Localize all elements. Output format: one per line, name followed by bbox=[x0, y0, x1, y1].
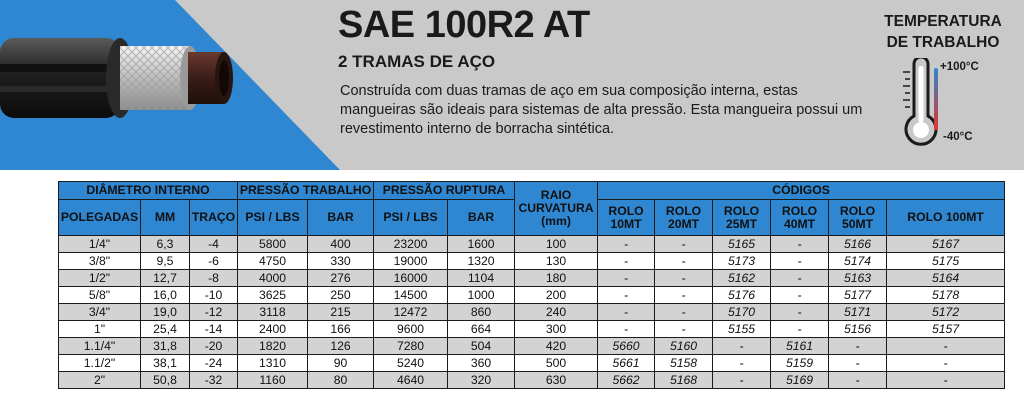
cell-traco: -32 bbox=[190, 372, 238, 389]
product-title: SAE 100R2 AT bbox=[338, 4, 590, 46]
cell-rolo-10mt: - bbox=[598, 287, 655, 304]
table-row bbox=[59, 355, 1005, 372]
cell-rolo-100mt: 5167 bbox=[887, 236, 1005, 253]
cell-rolo-10mt: 5662 bbox=[598, 372, 655, 389]
cell-ruptura-bar: 320 bbox=[448, 372, 515, 389]
cell-rolo-20mt: - bbox=[655, 287, 713, 304]
cell-ruptura-bar: 664 bbox=[448, 321, 515, 338]
cell-rolo-100mt: - bbox=[887, 355, 1005, 372]
cell-mm: 6,3 bbox=[141, 236, 190, 253]
cell-rolo-25mt: 5162 bbox=[713, 270, 771, 287]
cell-polegadas: 3/4" bbox=[59, 304, 141, 321]
cell-rolo-25mt: 5176 bbox=[713, 287, 771, 304]
cell-raio: 300 bbox=[515, 321, 598, 338]
specifications-table bbox=[58, 181, 1005, 389]
cell-rolo-50mt: 5171 bbox=[829, 304, 887, 321]
cell-rolo-50mt: - bbox=[829, 355, 887, 372]
cell-polegadas: 5/8" bbox=[59, 287, 141, 304]
cell-rolo-50mt: - bbox=[829, 372, 887, 389]
cell-polegadas: 2" bbox=[59, 372, 141, 389]
cell-ruptura-bar: 504 bbox=[448, 338, 515, 355]
cell-ruptura-bar: 1320 bbox=[448, 253, 515, 270]
cell-traco: -20 bbox=[190, 338, 238, 355]
cell-trabalho-bar: 276 bbox=[308, 270, 374, 287]
cell-ruptura-bar: 860 bbox=[448, 304, 515, 321]
cell-trabalho-psi: 4000 bbox=[238, 270, 308, 287]
column-header-rolo-25mt: ROLO 25MT bbox=[713, 200, 771, 236]
column-header-traco: TRAÇO bbox=[190, 200, 238, 236]
cell-polegadas: 1" bbox=[59, 321, 141, 338]
cell-polegadas: 1.1/2" bbox=[59, 355, 141, 372]
cell-rolo-100mt: - bbox=[887, 338, 1005, 355]
cell-rolo-100mt: - bbox=[887, 372, 1005, 389]
cell-rolo-25mt: 5165 bbox=[713, 236, 771, 253]
cell-mm: 16,0 bbox=[141, 287, 190, 304]
cell-rolo-10mt: 5660 bbox=[598, 338, 655, 355]
cell-rolo-50mt: 5174 bbox=[829, 253, 887, 270]
product-subtitle: 2 TRAMAS DE AÇO bbox=[338, 52, 496, 71]
cell-trabalho-psi: 2400 bbox=[238, 321, 308, 338]
cell-trabalho-psi: 1160 bbox=[238, 372, 308, 389]
cell-mm: 19,0 bbox=[141, 304, 190, 321]
cell-rolo-10mt: - bbox=[598, 321, 655, 338]
column-header-rolo-100mt: ROLO 100MT bbox=[887, 200, 1005, 236]
cell-ruptura-psi: 19000 bbox=[374, 253, 448, 270]
cell-rolo-10mt: - bbox=[598, 236, 655, 253]
cell-mm: 50,8 bbox=[141, 372, 190, 389]
column-header-rolo-10mt: ROLO 10MT bbox=[598, 200, 655, 236]
cell-rolo-50mt: - bbox=[829, 338, 887, 355]
cell-mm: 38,1 bbox=[141, 355, 190, 372]
cell-rolo-40mt: - bbox=[771, 236, 829, 253]
cell-ruptura-psi: 5240 bbox=[374, 355, 448, 372]
cell-ruptura-bar: 360 bbox=[448, 355, 515, 372]
column-header-rolo-50mt: ROLO 50MT bbox=[829, 200, 887, 236]
cell-mm: 25,4 bbox=[141, 321, 190, 338]
table-row bbox=[59, 287, 1005, 304]
header-codigos: CÓDIGOS bbox=[598, 182, 1005, 200]
column-header-trabalho-bar: BAR bbox=[308, 200, 374, 236]
cell-rolo-20mt: - bbox=[655, 270, 713, 287]
cell-rolo-40mt: 5159 bbox=[771, 355, 829, 372]
cell-trabalho-psi: 1310 bbox=[238, 355, 308, 372]
cell-rolo-50mt: 5177 bbox=[829, 287, 887, 304]
cell-rolo-100mt: 5164 bbox=[887, 270, 1005, 287]
cell-rolo-40mt: 5169 bbox=[771, 372, 829, 389]
cell-rolo-20mt: - bbox=[655, 236, 713, 253]
cell-ruptura-psi: 4640 bbox=[374, 372, 448, 389]
table-row bbox=[59, 304, 1005, 321]
cell-rolo-40mt: - bbox=[771, 321, 829, 338]
cell-rolo-50mt: 5163 bbox=[829, 270, 887, 287]
hose-image bbox=[0, 24, 240, 134]
column-header-ruptura-psi: PSI / LBS bbox=[374, 200, 448, 236]
cell-ruptura-bar: 1600 bbox=[448, 236, 515, 253]
column-header-polegadas: POLEGADAS bbox=[59, 200, 141, 236]
cell-rolo-40mt: - bbox=[771, 270, 829, 287]
cell-traco: -14 bbox=[190, 321, 238, 338]
cell-mm: 31,8 bbox=[141, 338, 190, 355]
column-header-mm: MM bbox=[141, 200, 190, 236]
cell-rolo-40mt: - bbox=[771, 287, 829, 304]
cell-trabalho-psi: 3625 bbox=[238, 287, 308, 304]
cell-rolo-25mt: - bbox=[713, 338, 771, 355]
cell-traco: -4 bbox=[190, 236, 238, 253]
cell-rolo-10mt: 5661 bbox=[598, 355, 655, 372]
cell-ruptura-psi: 9600 bbox=[374, 321, 448, 338]
header-raio-curvatura: RAIO CURVATURA (mm) bbox=[515, 182, 598, 236]
cell-rolo-40mt: - bbox=[771, 253, 829, 270]
cell-trabalho-bar: 90 bbox=[308, 355, 374, 372]
cell-trabalho-psi: 1820 bbox=[238, 338, 308, 355]
cell-rolo-10mt: - bbox=[598, 304, 655, 321]
cell-raio: 180 bbox=[515, 270, 598, 287]
temperature-title-line2: DE TRABALHO bbox=[886, 34, 1000, 51]
cell-rolo-50mt: 5156 bbox=[829, 321, 887, 338]
temperature-max: +100°C bbox=[940, 61, 979, 73]
cell-trabalho-bar: 166 bbox=[308, 321, 374, 338]
cell-traco: -10 bbox=[190, 287, 238, 304]
cell-rolo-50mt: 5166 bbox=[829, 236, 887, 253]
header-pressao-ruptura: PRESSÃO RUPTURA bbox=[374, 182, 515, 200]
cell-rolo-25mt: - bbox=[713, 355, 771, 372]
cell-mm: 9,5 bbox=[141, 253, 190, 270]
cell-rolo-20mt: - bbox=[655, 321, 713, 338]
cell-ruptura-psi: 14500 bbox=[374, 287, 448, 304]
table-row bbox=[59, 321, 1005, 338]
cell-trabalho-bar: 80 bbox=[308, 372, 374, 389]
cell-trabalho-psi: 4750 bbox=[238, 253, 308, 270]
header-diametro-interno: DIÂMETRO INTERNO bbox=[59, 182, 238, 200]
cell-ruptura-psi: 12472 bbox=[374, 304, 448, 321]
cell-rolo-20mt: - bbox=[655, 304, 713, 321]
header-pressao-trabalho: PRESSÃO TRABALHO bbox=[238, 182, 374, 200]
cell-rolo-10mt: - bbox=[598, 253, 655, 270]
table-row bbox=[59, 270, 1005, 287]
cell-raio: 630 bbox=[515, 372, 598, 389]
cell-raio: 420 bbox=[515, 338, 598, 355]
cell-rolo-25mt: - bbox=[713, 372, 771, 389]
cell-traco: -8 bbox=[190, 270, 238, 287]
cell-trabalho-bar: 215 bbox=[308, 304, 374, 321]
cell-ruptura-bar: 1104 bbox=[448, 270, 515, 287]
table-row bbox=[59, 236, 1005, 253]
cell-rolo-100mt: 5178 bbox=[887, 287, 1005, 304]
table-row bbox=[59, 338, 1005, 355]
thermometer-icon bbox=[902, 58, 942, 150]
temperature-min: -40°C bbox=[943, 131, 973, 143]
cell-rolo-25mt: 5173 bbox=[713, 253, 771, 270]
column-header-ruptura-bar: BAR bbox=[448, 200, 515, 236]
cell-rolo-10mt: - bbox=[598, 270, 655, 287]
cell-raio: 200 bbox=[515, 287, 598, 304]
specifications-table-body bbox=[59, 236, 1005, 389]
cell-trabalho-psi: 5800 bbox=[238, 236, 308, 253]
cell-rolo-25mt: 5155 bbox=[713, 321, 771, 338]
product-description: Construída com duas tramas de aço em sua composição interna, estas mangueiras são ideais para sistemas de alta pressão. Esta mangueira possui um revestimento interno de borracha sintética. bbox=[340, 83, 863, 137]
cell-ruptura-psi: 7280 bbox=[374, 338, 448, 355]
column-header-rolo-40mt: ROLO 40MT bbox=[771, 200, 829, 236]
table-row bbox=[59, 372, 1005, 389]
cell-rolo-40mt: - bbox=[771, 304, 829, 321]
cell-polegadas: 3/8" bbox=[59, 253, 141, 270]
cell-ruptura-bar: 1000 bbox=[448, 287, 515, 304]
cell-rolo-25mt: 5170 bbox=[713, 304, 771, 321]
cell-raio: 130 bbox=[515, 253, 598, 270]
cell-rolo-100mt: 5172 bbox=[887, 304, 1005, 321]
cell-ruptura-psi: 23200 bbox=[374, 236, 448, 253]
cell-traco: -24 bbox=[190, 355, 238, 372]
cell-raio: 500 bbox=[515, 355, 598, 372]
cell-rolo-100mt: 5157 bbox=[887, 321, 1005, 338]
cell-rolo-20mt: 5158 bbox=[655, 355, 713, 372]
cell-polegadas: 1.1/4" bbox=[59, 338, 141, 355]
cell-trabalho-bar: 126 bbox=[308, 338, 374, 355]
cell-rolo-40mt: 5161 bbox=[771, 338, 829, 355]
temperature-title bbox=[868, 11, 1018, 53]
cell-raio: 240 bbox=[515, 304, 598, 321]
cell-trabalho-bar: 250 bbox=[308, 287, 374, 304]
cell-rolo-20mt: 5160 bbox=[655, 338, 713, 355]
temperature-title-line1: TEMPERATURA bbox=[884, 13, 1002, 30]
column-header-trabalho-psi: PSI / LBS bbox=[238, 200, 308, 236]
cell-polegadas: 1/2" bbox=[59, 270, 141, 287]
cell-rolo-20mt: 5168 bbox=[655, 372, 713, 389]
cell-trabalho-psi: 3118 bbox=[238, 304, 308, 321]
table-row bbox=[59, 253, 1005, 270]
cell-ruptura-psi: 16000 bbox=[374, 270, 448, 287]
cell-traco: -12 bbox=[190, 304, 238, 321]
cell-rolo-20mt: - bbox=[655, 253, 713, 270]
cell-raio: 100 bbox=[515, 236, 598, 253]
cell-traco: -6 bbox=[190, 253, 238, 270]
cell-rolo-100mt: 5175 bbox=[887, 253, 1005, 270]
cell-trabalho-bar: 330 bbox=[308, 253, 374, 270]
cell-trabalho-bar: 400 bbox=[308, 236, 374, 253]
column-header-rolo-20mt: ROLO 20MT bbox=[655, 200, 713, 236]
cell-polegadas: 1/4" bbox=[59, 236, 141, 253]
cell-mm: 12,7 bbox=[141, 270, 190, 287]
